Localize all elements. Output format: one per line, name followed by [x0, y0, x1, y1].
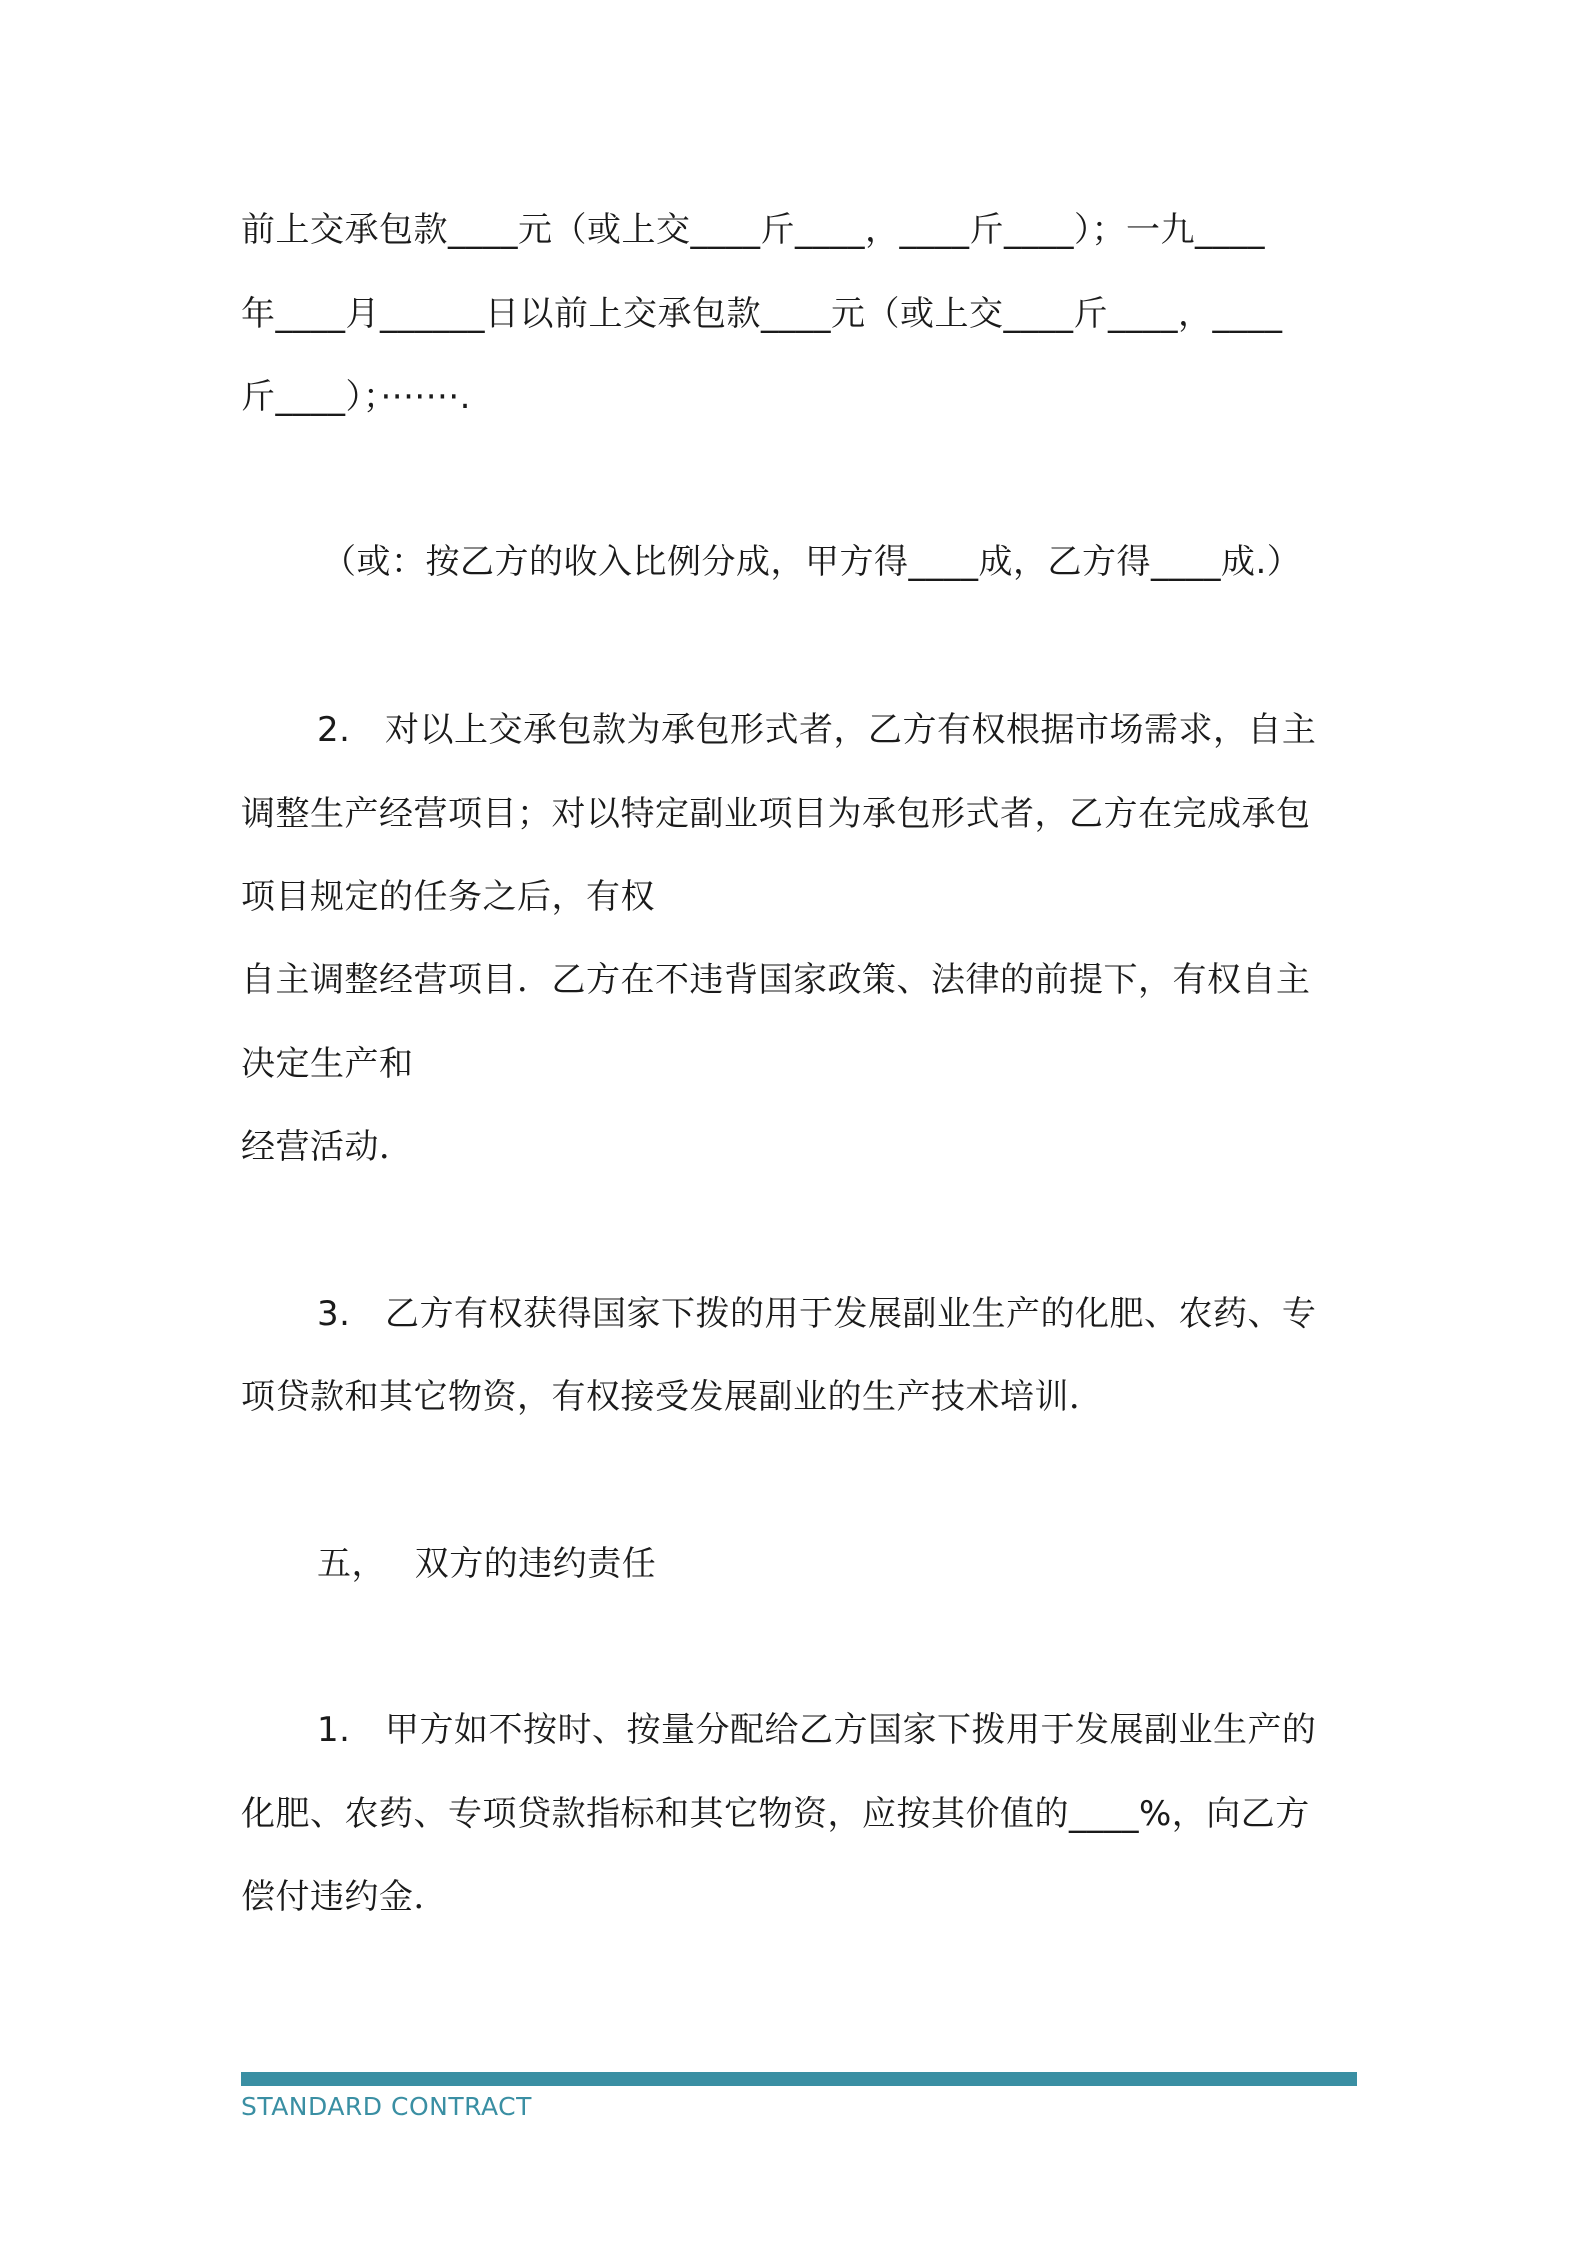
- footer-divider: [241, 2072, 1357, 2086]
- text-line-8: 自主调整经营项目．乙方在不违背国家政策、法律的前提下，有权自主: [241, 960, 1311, 1000]
- text-line-5: 2. 对以上交承包款为承包形式者，乙方有权根据市场需求，自主: [317, 710, 1317, 750]
- text-line-15: 化肥、农药、专项贷款指标和其它物资，应按其价值的____%，向乙方: [241, 1794, 1310, 1834]
- text-line-7: 项目规定的任务之后，有权: [241, 877, 655, 917]
- text-line-9: 决定生产和: [241, 1044, 414, 1084]
- text-line-11: 3. 乙方有权获得国家下拨的用于发展副业生产的化肥、农药、专: [317, 1294, 1317, 1334]
- text-line-16: 偿付违约金．: [241, 1877, 448, 1917]
- text-line-12: 项贷款和其它物资，有权接受发展副业的生产技术培训．: [241, 1377, 1104, 1417]
- text-line-2: 年____月______日以前上交承包款____元（或上交____斤____，____: [241, 294, 1283, 334]
- section-heading: 五， 双方的违约责任: [317, 1544, 657, 1584]
- text-line-1: 前上交承包款____元（或上交____斤____，____斤____）；一九____: [241, 210, 1265, 250]
- text-line-10: 经营活动．: [241, 1127, 414, 1167]
- text-line-6: 调整生产经营项目；对以特定副业项目为承包形式者，乙方在完成承包: [241, 794, 1311, 834]
- text-line-14: 1. 甲方如不按时、按量分配给乙方国家下拨用于发展副业生产的: [317, 1710, 1317, 1750]
- text-line-4: （或：按乙方的收入比例分成，甲方得____成，乙方得____成.）: [322, 542, 1302, 582]
- text-line-3: 斤____）；·······.: [241, 377, 471, 417]
- footer-label: STANDARD CONTRACT: [241, 2092, 532, 2121]
